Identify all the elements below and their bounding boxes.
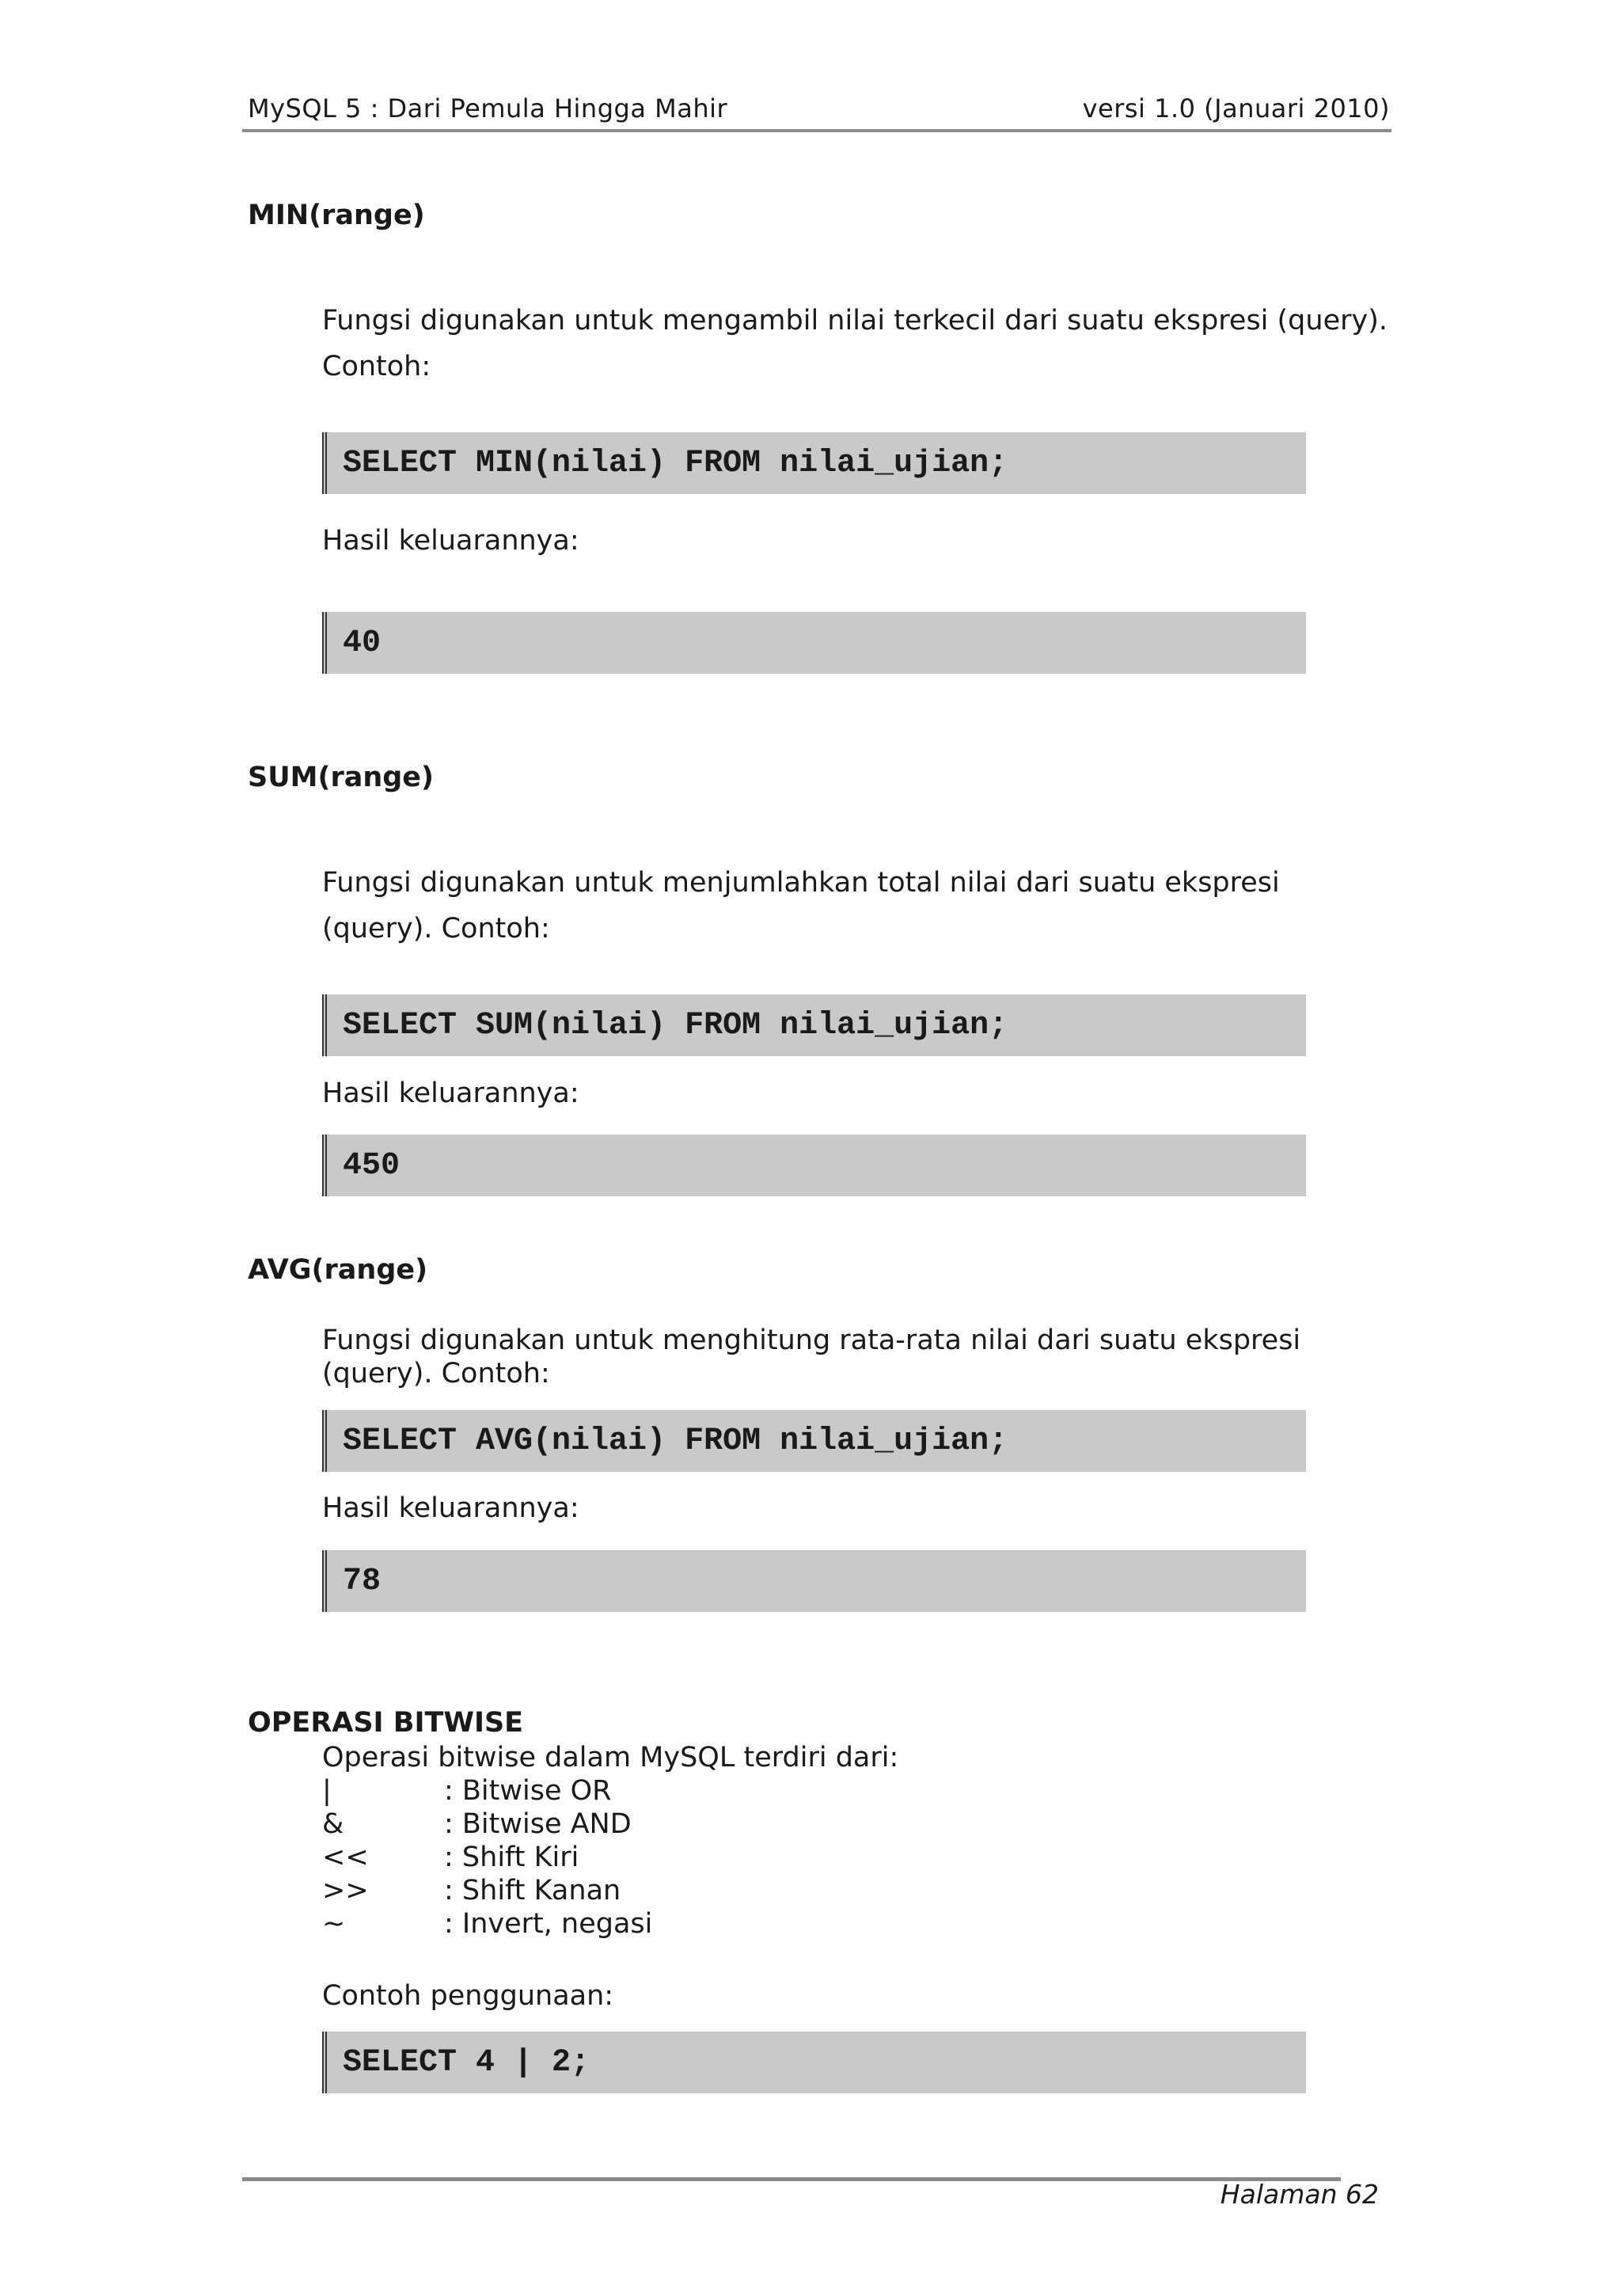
operator-description: : Shift Kanan	[444, 1875, 621, 1906]
sum-code-block	[322, 994, 1306, 1056]
min-code: SELECT MIN(nilai) FROM nilai_ujian;	[343, 445, 1008, 481]
sum-code: SELECT SUM(nilai) FROM nilai_ujian;	[343, 1007, 1008, 1043]
min-heading: MIN(range)	[248, 200, 425, 231]
sum-description-line2: (query). Contoh:	[322, 913, 550, 945]
min-result-block	[322, 612, 1306, 674]
page-number: Halaman 62	[1220, 2179, 1379, 2210]
avg-code: SELECT AVG(nilai) FROM nilai_ujian;	[343, 1423, 1008, 1459]
operator-symbol: |	[322, 1775, 332, 1807]
bitwise-heading: OPERASI BITWISE	[248, 1707, 524, 1739]
footer-rule	[242, 2177, 1341, 2181]
header-title: MySQL 5 : Dari Pemula Hingga Mahir	[248, 93, 728, 124]
operator-description: : Bitwise OR	[444, 1775, 612, 1807]
avg-description	[322, 1324, 1300, 1390]
sum-result: 450	[343, 1147, 401, 1184]
avg-result-label: Hasil keluarannya:	[322, 1492, 579, 1524]
operator-symbol: ~	[322, 1908, 346, 1940]
min-result: 40	[343, 625, 382, 661]
avg-result: 78	[343, 1563, 382, 1599]
bitwise-operator-row	[322, 1874, 898, 1907]
operator-description: : Invert, negasi	[444, 1908, 653, 1940]
min-description-line1: Fungsi digunakan untuk mengambil nilai terkecil dari suatu ekspresi (query).	[322, 305, 1388, 336]
bitwise-intro: Operasi bitwise dalam MySQL terdiri dari:	[322, 1742, 899, 1773]
operator-description: : Shift Kiri	[444, 1842, 579, 1873]
avg-heading: AVG(range)	[248, 1254, 428, 1286]
bitwise-operator-row	[322, 1774, 898, 1808]
header-rule	[242, 129, 1391, 132]
sum-heading: SUM(range)	[248, 762, 435, 793]
avg-description-line1: Fungsi digunakan untuk menghitung rata-rata nilai dari suatu ekspresi	[322, 1325, 1301, 1356]
bitwise-code: SELECT 4 | 2;	[343, 2044, 590, 2081]
bitwise-operator-list	[322, 1741, 898, 1941]
bitwise-code-block	[322, 2032, 1306, 2093]
min-code-block	[322, 432, 1306, 494]
min-result-label: Hasil keluarannya:	[322, 525, 579, 557]
sum-result-label: Hasil keluarannya:	[322, 1078, 579, 1109]
header-version: versi 1.0 (Januari 2010)	[1082, 93, 1390, 124]
bitwise-operator-row	[322, 1808, 898, 1841]
avg-result-block	[322, 1550, 1306, 1612]
min-description	[322, 298, 1388, 390]
sum-description	[322, 860, 1280, 952]
bitwise-operator-row	[322, 1841, 898, 1874]
operator-symbol: >>	[322, 1875, 369, 1906]
operator-symbol: &	[322, 1808, 344, 1840]
bitwise-example-label: Contoh penggunaan:	[322, 1980, 614, 2012]
avg-description-line2: (query). Contoh:	[322, 1358, 550, 1389]
operator-description: : Bitwise AND	[444, 1808, 632, 1840]
sum-description-line1: Fungsi digunakan untuk menjumlahkan total nilai dari suatu ekspresi	[322, 867, 1280, 899]
sum-result-block	[322, 1135, 1306, 1196]
operator-symbol: <<	[322, 1842, 369, 1873]
min-description-line2: Contoh:	[322, 351, 431, 382]
bitwise-operator-row	[322, 1907, 898, 1941]
avg-code-block	[322, 1410, 1306, 1472]
